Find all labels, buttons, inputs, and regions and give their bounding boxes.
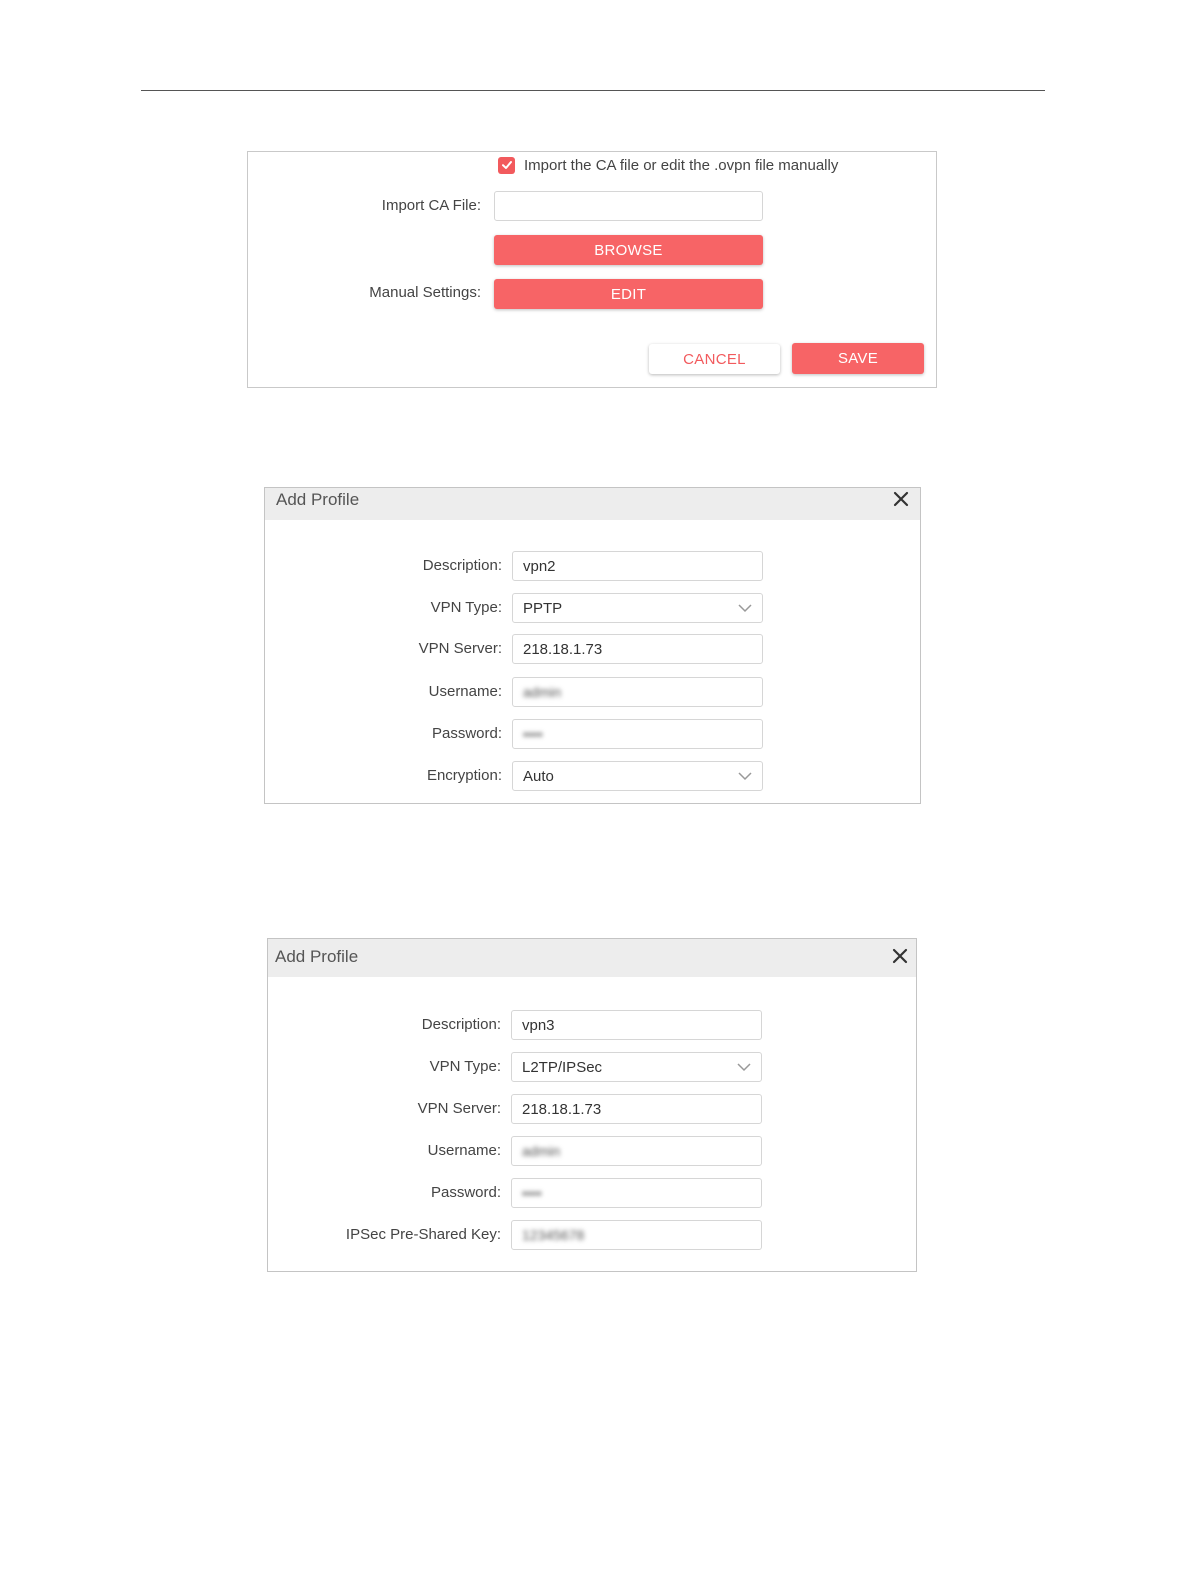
vpn-server-label: VPN Server: [417,1100,501,1117]
import-ca-file-label: Import CA File: [381,197,481,214]
description-input[interactable] [511,1010,762,1040]
dialog-title: Add Profile [276,490,360,509]
browse-button[interactable]: BROWSE [494,235,763,265]
import-manual-checkbox-row[interactable] [498,155,838,175]
vpn-type-select[interactable] [512,593,763,623]
ovpn-import-panel [247,151,937,388]
description-label: Description: [421,1016,501,1033]
username-value: admin [522,1143,561,1159]
username-label: Username: [427,1142,501,1159]
cancel-button[interactable]: CANCEL [649,344,780,374]
description-input[interactable] [512,551,763,581]
check-icon [501,159,513,171]
dialog-title: Add Profile [275,947,359,966]
vpn-type-value: PPTP [523,599,563,617]
vpn-server-input[interactable] [512,634,763,664]
encryption-value: Auto [523,767,554,785]
save-button[interactable]: SAVE [792,343,924,374]
psk-value: 12345678 [522,1227,585,1243]
password-input[interactable] [511,1178,762,1208]
username-input[interactable] [512,677,763,707]
vpn-type-value: L2TP/IPSec [522,1058,603,1076]
vpn-server-input[interactable] [511,1094,762,1124]
chevron-down-icon [737,1062,751,1072]
vpn-type-select[interactable] [511,1052,762,1082]
encryption-select[interactable] [512,761,763,791]
vpn-server-label: VPN Server: [418,640,502,657]
description-value: vpn2 [523,557,556,575]
import-manual-checkbox[interactable] [498,157,515,174]
password-value: •••• [522,1185,542,1201]
add-profile-dialog-pptp [264,487,921,804]
import-ca-file-input[interactable] [494,191,763,221]
vpn-type-label: VPN Type: [429,1058,501,1075]
dialog-header [265,488,920,520]
chevron-down-icon [738,771,752,781]
encryption-label: Encryption: [426,767,502,784]
psk-label: IPSec Pre-Shared Key: [345,1226,501,1243]
manual-settings-label: Manual Settings: [369,284,481,301]
password-input[interactable] [512,719,763,749]
password-label: Password: [430,1184,501,1201]
import-manual-checkbox-label: Import the CA file or edit the .ovpn file manually [524,156,839,174]
close-icon[interactable] [892,948,908,964]
edit-button[interactable]: EDIT [494,279,763,309]
dialog-header [268,939,916,977]
page-top-rule [141,90,1045,91]
username-label: Username: [428,683,502,700]
vpn-server-value: 218.18.1.73 [523,640,603,658]
vpn-server-value: 218.18.1.73 [522,1100,602,1118]
username-value: admin [523,684,562,700]
add-profile-dialog-l2tp [267,938,917,1272]
username-input[interactable] [511,1136,762,1166]
close-icon[interactable] [893,491,909,507]
chevron-down-icon [738,603,752,613]
vpn-type-label: VPN Type: [430,599,502,616]
description-label: Description: [422,557,502,574]
password-label: Password: [431,725,502,742]
psk-input[interactable] [511,1220,762,1250]
description-value: vpn3 [522,1016,555,1034]
password-value: •••• [523,726,543,742]
